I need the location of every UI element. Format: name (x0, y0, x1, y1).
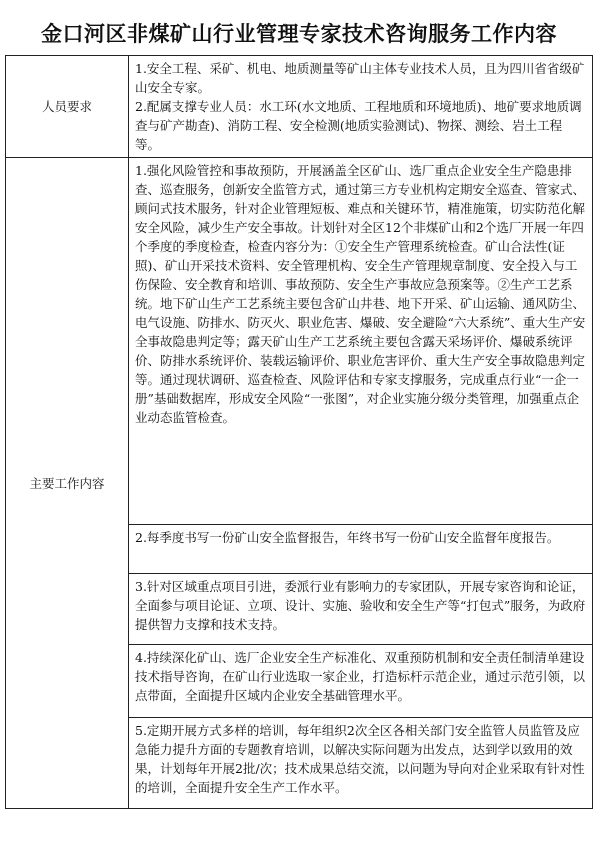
main-work-row-1 (6, 158, 593, 525)
main-work-item-2 (129, 525, 593, 574)
main-work-item-2-text: 2.每季度书写一份矿山安全监督报告，年终书写一份矿山安全监督年度报告。 (135, 530, 560, 545)
document-title: 金口河区非煤矿山行业管理专家技术咨询服务工作内容 (41, 21, 557, 46)
main-work-item-4-text: 4.持续深化矿山、选厂企业安全生产标准化、双重预防机制和安全责任制清单建设技术指导咨询，在矿山行业选取一家企业，打造标杆示范企业，通过示范引领，以点带面，全面提升区域内企业安全基础管理水平。 (135, 650, 586, 703)
personnel-item-1: 1.安全工程、采矿、机电、地质测量等矿山主体专业技术人员，且为四川省省级矿山安全专家。 (135, 61, 585, 95)
main-work-item-3-text: 3.针对区域重点项目引进，委派行业有影响力的专家团队，开展专家咨询和论证，全面参与项目论证、立项、设计、实施、验收和安全生产等“打包式”服务，为政府提供智力支撑和技术支持。 (135, 579, 586, 632)
main-work-item-1 (129, 158, 593, 525)
main-work-label: 主要工作内容 (6, 158, 129, 809)
personnel-label: 人员要求 (6, 56, 129, 158)
main-work-item-4 (129, 645, 593, 718)
personnel-content (129, 56, 593, 158)
personnel-item-2: 2.配属支撑专业人员：水工环(水文地质、工程地质和环境地质)、地矿要求地质调查与矿产勘查)、消防工程、安全检测(地质实验测试)、物探、测绘、岩土工程等。 (135, 99, 582, 152)
main-work-item-5 (129, 718, 593, 809)
personnel-row (6, 56, 593, 158)
main-work-item-1-text: 1.强化风险管控和事故预防，开展涵盖全区矿山、选厂重点企业安全生产隐患排查、巡查服务，创新安全监管方式，通过第三方专业机构定期安全巡查、管家式、顾问式技术服务，针对企业管理短板、难点和关键环节，精准施策，切实防范化解安全风险，减少生产安全事故。计划针对全区12个非煤矿山和2个选厂开展一年四个季度的季度检查，检查内容分为：①安全生产管理系统检查。矿山合法性(证照)、矿山开采技术资料、安全管理机构、安全生产管理规章制度、安全投入与工伤保险、安全教育和培训、事故预防、安全生产事故应急预案等。②生产工艺系统。地下矿山生产工艺系统主要包含矿山井巷、地下开采、矿山运输、通风防尘、电气设施、防排水、防灭火、职业危害、爆破、安全避险“六大系统”、重大生产安全事故隐患判定等；露天矿山生产工艺系统主要包含露天采场评价、爆破系统评价、防排水系统评价、装载运输评价、职业危害评价、重大生产安全事故隐患判定等。通过现状调研、巡查检查、风险评估和专家支撑服务，完成重点行业“一企一册”基础数据库，形成安全风险“一张图”，对企业实施分级分类管理，加强重点企业动态监管检查。 (135, 163, 586, 425)
work-content-table (5, 55, 593, 809)
main-work-item-5-text: 5.定期开展方式多样的培训，每年组织2次全区各相关部门安全监管人员监管及应急能力提升方面的专题教育培训，以解决实际问题为出发点，达到学以致用的效果，计划每年开展2批/次；技术成果总结交流，以问题为导向对企业采取有针对性的培训，全面提升安全生产工作水平。 (135, 723, 585, 795)
main-work-item-3 (129, 574, 593, 645)
